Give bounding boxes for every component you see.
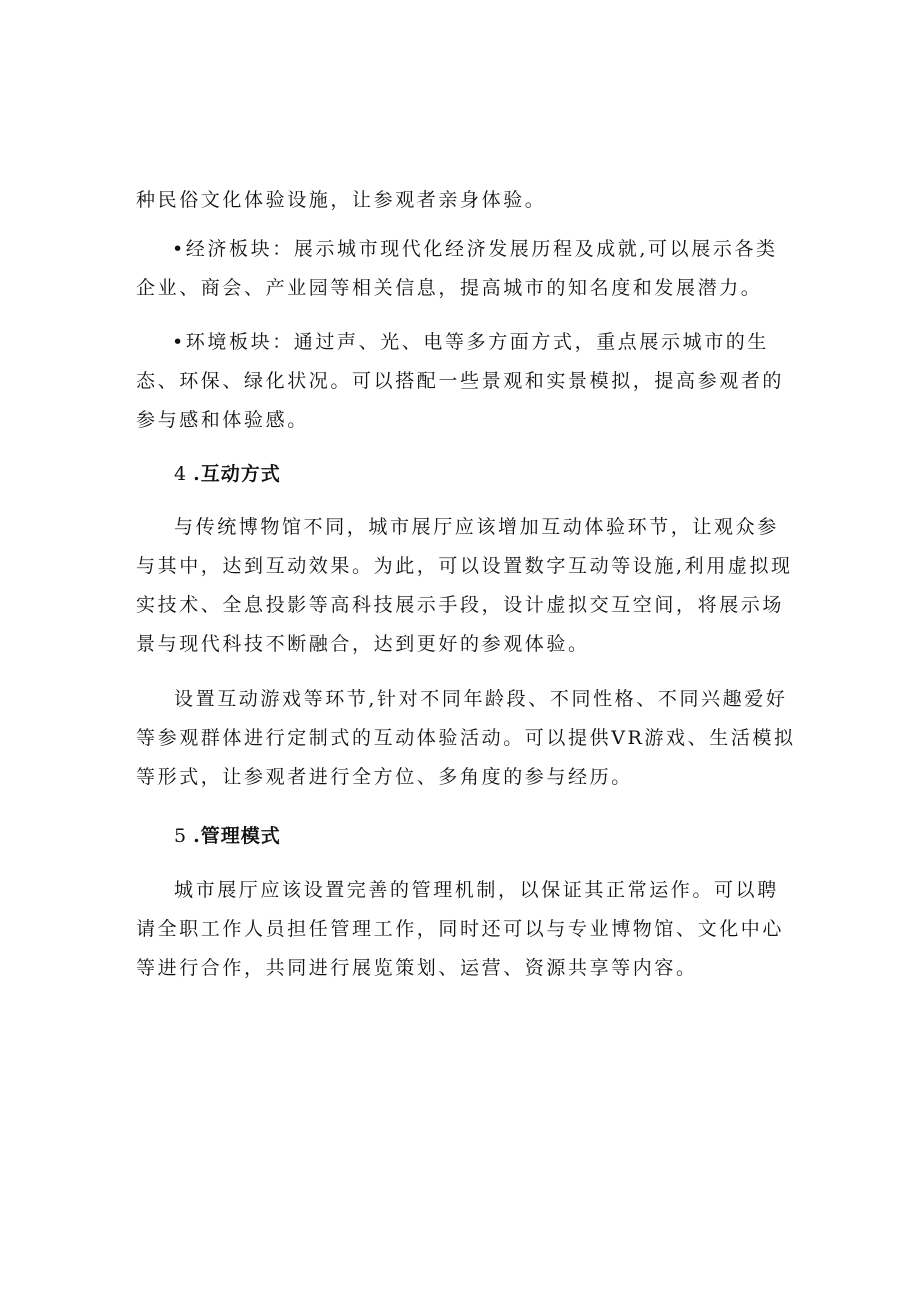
section-number: 5 bbox=[174, 825, 188, 847]
paragraph-economy-section: •经济板块：展示城市现代化经济发展历程及成就,可以展示各类企业、商会、产业园等相关信息，提高城市的知名度和发展潜力。 bbox=[136, 238, 778, 299]
section-title: .互动方式 bbox=[193, 463, 281, 485]
section-number: 4 bbox=[174, 463, 188, 485]
paragraph-interactive-experience: 与传统博物馆不同，城市展厅应该增加互动体验环节，让观众参与其中，达到互动效果。为此，可以设置数字互动等设施,利用虚拟现实技术、全息投影等高科技展示手段，设计虚拟交互空间，将展示场景与现代科技不断融合，达到更好的参观体验。 bbox=[136, 516, 793, 655]
section-title: .管理模式 bbox=[193, 825, 281, 847]
paragraph-interactive-games: 设置互动游戏等环节,针对不同年龄段、不同性格、不同兴趣爱好等参观群体进行定制式的互动体验活动。可以提供VR游戏、生活模拟等形式，让参观者进行全方位、多角度的参与经历。 bbox=[136, 688, 796, 788]
paragraph-management-mechanism: 城市展厅应该设置完善的管理机制，以保证其正常运作。可以聘请全职工作人员担任管理工作，同时还可以与专业博物馆、文化中心等进行合作，共同进行展览策划、运营、资源共享等内容。 bbox=[136, 879, 785, 979]
paragraph-folk-culture-end: 种民俗文化体验设施，让参观者亲身体验。 bbox=[136, 189, 547, 211]
paragraph-environment-section: •环境板块：通过声、光、电等多方面方式，重点展示城市的生态、环保、绿化状况。可以搭配一些景观和实景模拟，提高参观者的参与感和体验感。 bbox=[136, 331, 785, 431]
section-heading-interaction bbox=[174, 455, 281, 494]
section-heading-management bbox=[174, 817, 281, 856]
